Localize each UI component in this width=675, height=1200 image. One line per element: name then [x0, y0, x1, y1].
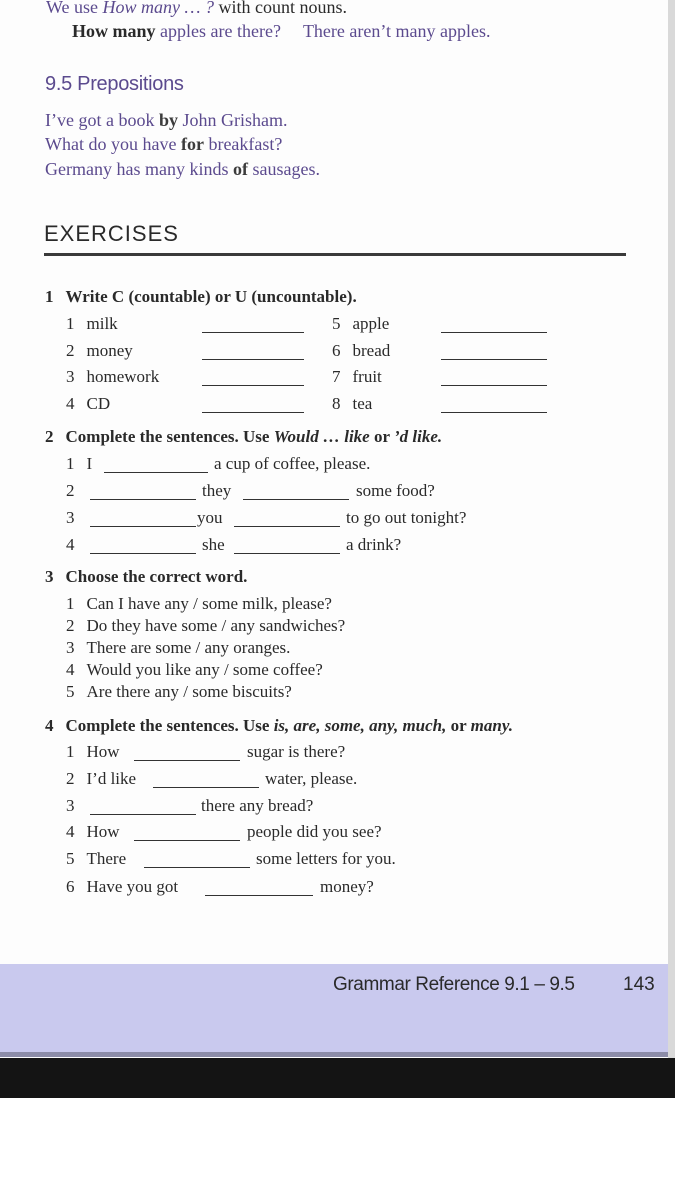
answer-blank[interactable]: [441, 385, 547, 386]
ex4-item-4-start: 4 How: [66, 822, 120, 841]
answer-blank[interactable]: [441, 359, 547, 360]
page-edge: [668, 0, 675, 1098]
answer-blank[interactable]: [90, 526, 196, 527]
ex4-item-3-end: there any bread?: [201, 796, 314, 815]
exercise-1-instruction: 1 Write C (countable) or U (uncountable).: [45, 287, 357, 306]
ex2-item-3-mid: you: [197, 508, 223, 527]
ex4-item-5-end: some letters for you.: [256, 849, 396, 868]
prepositions-example-2: What do you have for breakfast?: [45, 134, 283, 154]
ex1-item-4: 4 CD: [66, 394, 111, 413]
answer-blank[interactable]: [441, 332, 547, 333]
ex1-item-3: 3 homework: [66, 367, 160, 386]
answer-blank[interactable]: [90, 553, 196, 554]
answer-blank[interactable]: [205, 895, 313, 896]
ex1-item-5: 5 apple: [332, 314, 390, 333]
footer-divider: [0, 1052, 668, 1057]
ex1-item-1: 1 milk: [66, 314, 118, 333]
ex3-item-3: 3 There are some / any oranges.: [66, 638, 291, 657]
answer-blank[interactable]: [202, 412, 304, 413]
answer-blank[interactable]: [202, 332, 304, 333]
ex2-item-2-num: 2: [66, 481, 75, 500]
ex2-item-3-text: to go out tonight?: [346, 508, 467, 527]
exercises-heading: EXERCISES: [44, 221, 179, 246]
answer-blank[interactable]: [144, 867, 250, 868]
ex2-item-2-text: some food?: [356, 481, 435, 500]
ex4-item-2-end: water, please.: [265, 769, 358, 788]
prepositions-example-1: I’ve got a book by John Grisham.: [45, 110, 288, 130]
ex3-item-4: 4 Would you like any / some coffee?: [66, 660, 323, 679]
ex4-item-2-start: 2 I’d like: [66, 769, 137, 788]
answer-blank[interactable]: [134, 760, 240, 761]
answer-blank[interactable]: [153, 787, 259, 788]
ex1-item-6: 6 bread: [332, 341, 391, 360]
ex2-item-4-mid: she: [202, 535, 225, 554]
answer-blank[interactable]: [202, 359, 304, 360]
exercise-4-instruction: 4 Complete the sentences. Use is, are, some, any, much, or many.: [45, 716, 513, 735]
intro-rule: We use How many … ? with count nouns.: [46, 0, 348, 17]
ex2-item-1-text: a cup of coffee, please.: [214, 454, 371, 473]
ex2-item-1-num: 1 I: [66, 454, 93, 473]
prepositions-example-3: Germany has many kinds of sausages.: [45, 159, 320, 179]
intro-example: How many apples are there? There aren’t many apples.: [72, 21, 491, 41]
answer-blank[interactable]: [90, 814, 196, 815]
ex4-item-6-start: 6 Have you got: [66, 877, 179, 896]
heading-rule: [44, 253, 626, 256]
ex1-item-8: 8 tea: [332, 394, 373, 413]
answer-blank[interactable]: [243, 499, 349, 500]
ex2-item-4-num: 4: [66, 535, 75, 554]
footer-label: Grammar Reference 9.1 – 9.5: [333, 974, 575, 995]
ex4-item-3-start: 3: [66, 796, 75, 815]
ex1-item-7: 7 fruit: [332, 367, 382, 386]
ex1-item-2: 2 money: [66, 341, 133, 360]
ex4-item-1-start: 1 How: [66, 742, 120, 761]
ex2-item-2-mid: they: [202, 481, 232, 500]
answer-blank[interactable]: [234, 526, 340, 527]
ex2-item-3-num: 3: [66, 508, 75, 527]
ex4-item-5-start: 5 There: [66, 849, 127, 868]
page-number: 143: [623, 974, 655, 995]
answer-blank[interactable]: [104, 472, 208, 473]
section-title: 9.5 Prepositions: [45, 73, 184, 95]
answer-blank[interactable]: [441, 412, 547, 413]
ex3-item-1: 1 Can I have any / some milk, please?: [66, 594, 332, 613]
exercise-3-instruction: 3 Choose the correct word.: [45, 567, 248, 586]
ex3-item-5: 5 Are there any / some biscuits?: [66, 682, 292, 701]
answer-blank[interactable]: [90, 499, 196, 500]
exercise-2-instruction: 2 Complete the sentences. Use Would … like or ’d like.: [45, 427, 443, 446]
ex4-item-6-end: money?: [320, 877, 374, 896]
ex4-item-4-end: people did you see?: [247, 822, 382, 841]
answer-blank[interactable]: [134, 840, 240, 841]
ex3-item-2: 2 Do they have some / any sandwiches?: [66, 616, 346, 635]
ex2-item-4-text: a drink?: [346, 535, 402, 554]
ex4-item-1-end: sugar is there?: [247, 742, 346, 761]
answer-blank[interactable]: [234, 553, 340, 554]
answer-blank[interactable]: [202, 385, 304, 386]
bottom-dark-strip: [0, 1058, 675, 1098]
